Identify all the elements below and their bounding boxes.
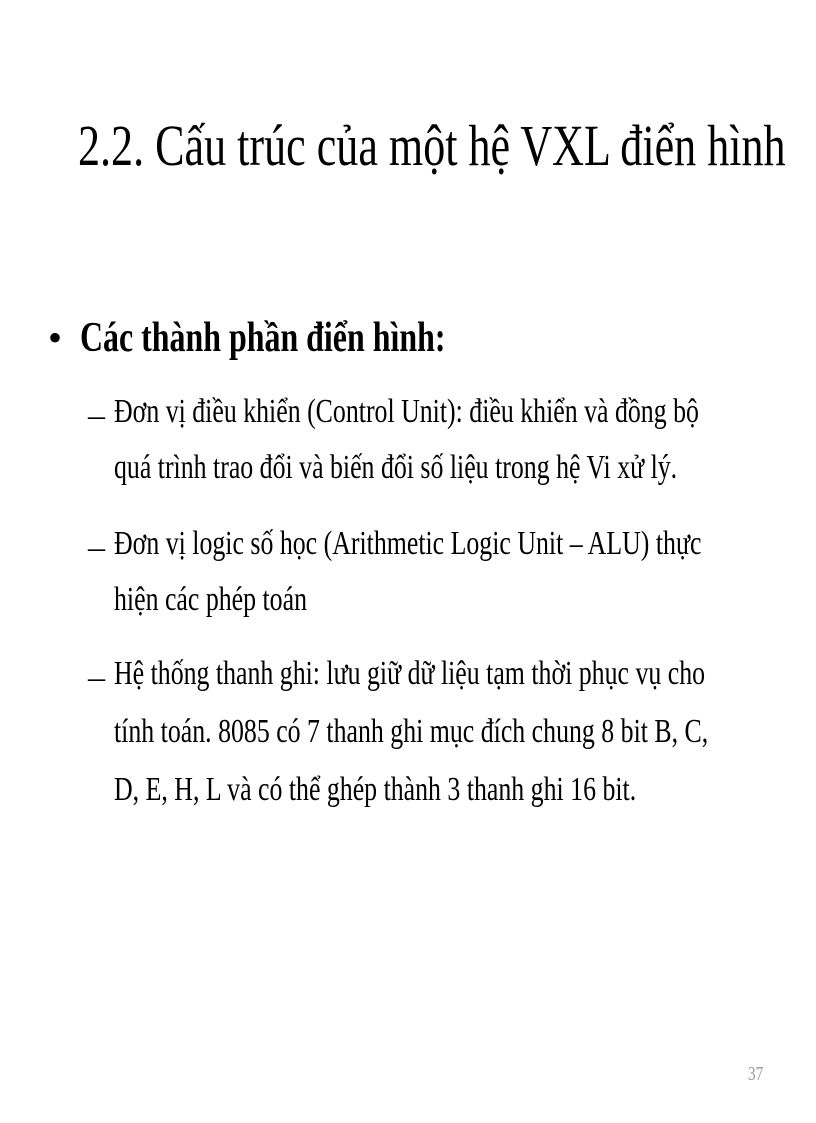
sub-item-line: Đơn vị logic số học (Arithmetic Logic Unit – ALU) thực [114, 525, 702, 562]
sub-item-line: hiện các phép toán [114, 581, 307, 618]
sub-item-line: Hệ thống thanh ghi: lưu giữ dữ liệu tạm thời phục vụ cho [114, 655, 706, 692]
sub-item-line: tính toán. 8085 có 7 thanh ghi mục đích chung 8 bit B, C, [114, 713, 709, 750]
slide-title: 2.2. Cấu trúc của một hệ VXL điển hình [78, 113, 786, 178]
dash-icon: – [88, 529, 105, 566]
main-bullet-text: Các thành phần điển hình: [80, 315, 446, 361]
dash-icon: – [88, 659, 105, 696]
sub-item-line: quá trình trao đổi và biến đổi số liệu trong hệ Vi xử lý. [114, 449, 678, 486]
dash-icon: – [88, 397, 105, 434]
page-number: 37 [748, 1063, 764, 1085]
sub-item-line: D, E, H, L và có thể ghép thành 3 thanh ghi 16 bit. [114, 771, 637, 808]
sub-item-line: Đơn vị điều khiển (Control Unit): điều khiển và đồng bộ [114, 393, 699, 430]
main-bullet [48, 310, 748, 370]
bullet-dot-icon: • [48, 315, 63, 360]
